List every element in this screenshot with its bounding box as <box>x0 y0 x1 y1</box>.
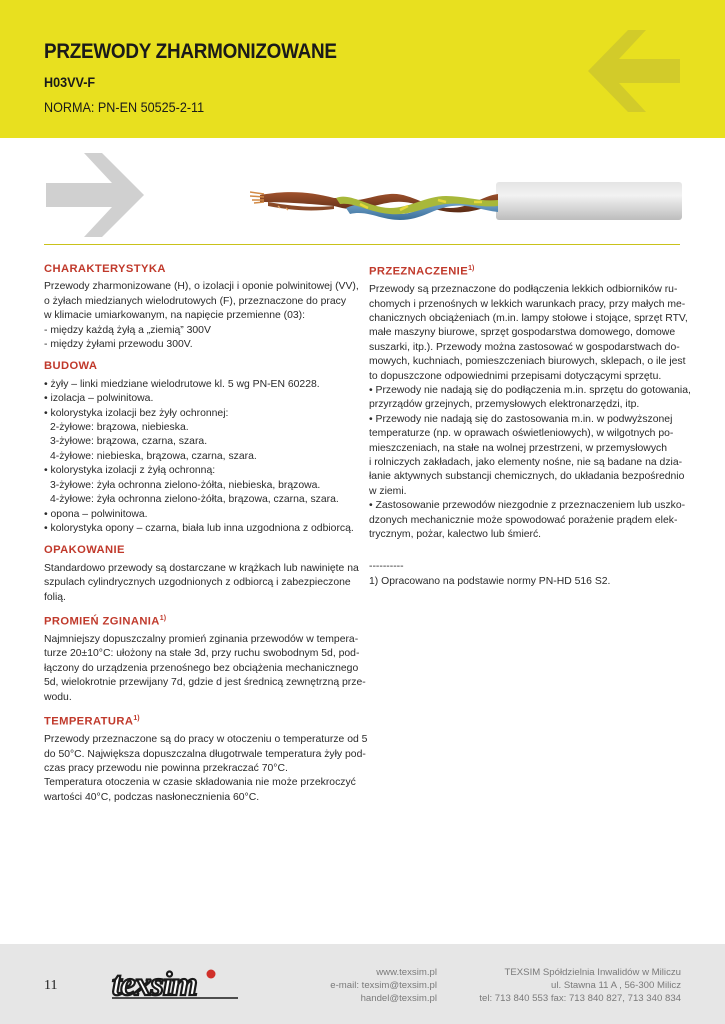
text-budowa <box>44 378 362 536</box>
text-line: suszarki, itp.). Przewody można zastosować w gospodarstwach do- <box>369 341 680 353</box>
section-temperatura <box>44 712 368 805</box>
section-budowa <box>44 359 362 536</box>
text-line: chanicznych obciążeniach (m.in. lampy stołowe i stojące, sprzęt RTV, <box>369 312 688 324</box>
heading-opakowanie: OPAKOWANIE <box>44 544 125 557</box>
text-temperatura <box>44 733 368 805</box>
text-promien-zginania <box>44 633 366 705</box>
footnote-separator: ---------- <box>369 561 404 573</box>
page-title: PRZEWODY ZHARMONIZOWANE <box>44 40 337 63</box>
section-promien-zginania <box>44 612 366 705</box>
heading-text: PRZEZNACZENIE <box>369 265 469 278</box>
text-line: • Przewody nie nadają się do podłączenia m.in. sprzętu do gotowania, <box>369 384 691 396</box>
text-line: - między każdą żyłą a „ziemią” 300V <box>44 324 211 336</box>
text-line: • izolacja – polwinitowa. <box>44 393 154 405</box>
heading-przeznaczenie <box>369 262 680 279</box>
company-name: TEXSIM Spółdzielnia Inwalidów w Miliczu <box>504 967 681 978</box>
company-phones: tel: 713 840 553 fax: 713 840 827, 713 340 834 <box>479 993 681 1004</box>
svg-text:texsim: texsim <box>112 966 197 1003</box>
text-line: i rolniczych zakładach, jako elementy nośne, nie są badane na dzia- <box>369 457 683 469</box>
heading-text: PROMIEŃ ZGINANIA <box>44 615 160 628</box>
right-column <box>369 262 691 589</box>
text-line: - między żyłami przewodu 300V. <box>44 339 193 351</box>
page-number: 11 <box>44 978 58 993</box>
heading-temperatura <box>44 712 362 729</box>
text-line: czas pracy przewodu nie powinna przekraczać 70°C. <box>44 763 288 775</box>
footnote-mark: 1) <box>468 265 475 272</box>
texsim-logo <box>108 962 244 1004</box>
section-charakterystyka <box>44 262 362 352</box>
footer-address <box>479 966 681 1005</box>
footnote-mark: 1) <box>159 614 167 622</box>
text-charakterystyka <box>44 280 362 352</box>
section-opakowanie <box>44 543 362 605</box>
arrow-right-icon <box>46 153 144 237</box>
arrow-left-icon <box>588 30 680 112</box>
text-line: 2-żyłowe: brązowa, niebieska. <box>50 422 189 434</box>
text-line: • kolorystyka opony – czarna, biała lub inna uzgodniona z odbiorcą. <box>44 522 354 534</box>
footnote-text: 1) Opracowano na podstawie normy PN-HD 516 S2. <box>369 575 611 587</box>
company-address: ul. Stawna 11 A , 56-300 Milicz <box>551 980 681 991</box>
text-line: Temperatura otoczenia w czasie składowania nie może przekroczyć <box>44 777 356 789</box>
text-line: małe maszyny biurowe, sprzęt gospodarstwa domowego, domowe <box>369 327 676 339</box>
text-line: przyrządów grzejnych, przemysłowych elektronarzędzi, itp. <box>369 399 640 411</box>
text-line: • kolorystyka izolacji z żyłą ochronną: <box>44 465 216 477</box>
text-line: dzonych mechanicznie może spowodować porażenie prądem elek- <box>369 514 678 526</box>
text-line: turze 20±10°C: ułożony na stałe 3d, przy ruchu swobodnym 5d, pod- <box>44 648 360 660</box>
footer-contact <box>330 966 437 1005</box>
website-link[interactable]: www.texsim.pl <box>376 967 437 978</box>
text-line: do 50°C. Największa dopuszczalna długotrwale temperatura żyły pod- <box>44 748 366 760</box>
text-przeznaczenie <box>369 283 691 542</box>
text-line: wodu. <box>44 691 72 703</box>
text-opakowanie <box>44 562 362 605</box>
text-line: w ziemi. <box>369 485 407 497</box>
text-line: • Przewody nie nadają się do zastosowania m.in. w podwyższonej <box>369 413 673 425</box>
text-line: temperaturze (np. w oprawach oświetleniowych), w wilgotnych po- <box>369 428 674 440</box>
text-line: o żyłach miedzianych wielodrutowych (F), przeznaczone do pracy <box>44 295 347 307</box>
text-line: to dopuszczone odpowiednimi przepisami dotyczącymi sprzętu. <box>369 370 662 382</box>
text-line: • opona – polwinitowa. <box>44 508 148 520</box>
text-line: • Zastosowanie przewodów niezgodnie z przeznaczeniem lub uszko- <box>369 500 686 512</box>
text-line: 4-żyłowe: niebieska, brązowa, czarna, szara. <box>50 450 257 462</box>
text-line: Standardowo przewody są dostarczane w krążkach lub nawinięte na <box>44 562 359 574</box>
divider-top <box>44 244 680 245</box>
text-line: łanie aktywnych substancji chemicznych, do układania bezpośrednio <box>369 471 685 483</box>
email-link[interactable]: e-mail: texsim@texsim.pl <box>330 980 437 991</box>
text-line: Przewody zharmonizowane (H), o izolacji i oponie polwinitowej (VV), <box>44 281 359 293</box>
footnote-mark: 1) <box>133 715 140 723</box>
cable-image <box>250 178 682 224</box>
text-line: 5d, wielokrotnie przewijany 7d, gdzie d jest średnicą zewnętrzną prze- <box>44 677 366 689</box>
email-link-2[interactable]: handel@texsim.pl <box>360 993 437 1004</box>
norm-label: NORMA: PN-EN 50525-2-11 <box>44 99 205 115</box>
text-line: 3-żyłowe: brązowa, czarna, szara. <box>50 436 208 448</box>
text-line: Przewody przeznaczone są do pracy w otoczeniu o temperaturze od 5 <box>44 734 368 746</box>
text-line: Najmniejszy dopuszczalny promień zginania przewodów w tempera- <box>44 634 359 646</box>
text-line: 3-żyłowe: żyła ochronna zielono-żółta, niebieska, brązowa. <box>50 479 321 491</box>
page-header <box>0 0 725 138</box>
product-code: H03VV-F <box>44 74 96 90</box>
text-line: łączony do urządzenia przenośnego bez obciążenia mechanicznego <box>44 662 359 674</box>
text-line: folią. <box>44 591 66 603</box>
text-line: w klimacie umiarkowanym, na napięcie przemienne (03): <box>44 310 306 322</box>
heading-promien-zginania <box>44 612 362 629</box>
text-line: • żyły – linki miedziane wielodrutowe kl. 5 wg PN-EN 60228. <box>44 378 320 390</box>
text-line: Przewody są przeznaczone do podłączenia lekkich odbiorników ru- <box>369 284 678 296</box>
text-line: szpulach cylindrycznych uzgodnionych z odbiorcą i zabezpieczone <box>44 577 351 589</box>
section-przeznaczenie <box>369 262 691 542</box>
text-line: chomych i przenośnych w lekkich warunkach pracy, przy małych me- <box>369 298 686 310</box>
left-column <box>44 262 368 812</box>
heading-budowa: BUDOWA <box>44 360 98 373</box>
heading-text: TEMPERATURA <box>44 715 134 728</box>
text-line: mowych, kuchniach, pomieszczeniach biurowych, sklepach, o ile jest <box>369 356 686 368</box>
text-line: 4-żyłowe: żyła ochronna zielono-żółta, brązowa, czarna, szara. <box>50 494 339 506</box>
text-line: trycznym, pożar, kalectwo lub śmierć. <box>369 529 542 541</box>
page-footer <box>0 944 725 1024</box>
text-line: • kolorystyka izolacji bez żyły ochronnej: <box>44 407 229 419</box>
text-line: wartości 40°C, podczas nasłonecznienia 60°C. <box>44 791 260 803</box>
heading-charakterystyka: CHARAKTERYSTYKA <box>44 263 166 275</box>
text-line: mieszczeniach, na stałe na wolnej przestrzeni, w przemysłowych <box>369 442 667 454</box>
